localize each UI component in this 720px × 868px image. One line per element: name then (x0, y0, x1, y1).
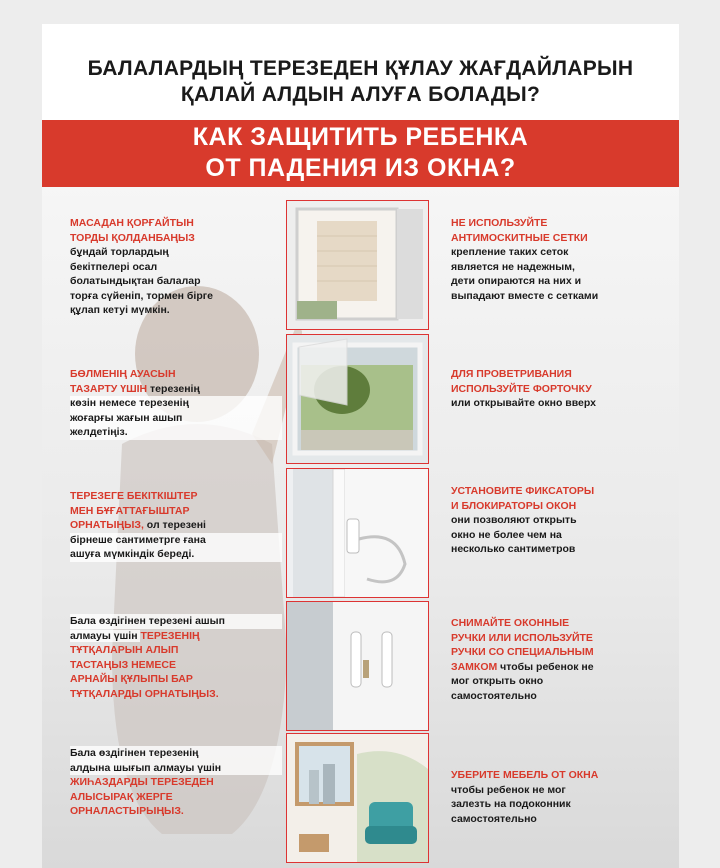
tip-2-kk-line-1: терезенің (147, 382, 200, 395)
tip-2-ru-line-1: или открывайте окно вверх (451, 397, 597, 409)
tip-5-ru-heading-line-1: УБЕРИТЕ МЕБЕЛЬ ОТ ОКНА (451, 769, 599, 781)
tip-4-kk-heading-line-5: ТҰТҚАЛАРДЫ ОРНАТЫҢЫЗ. (70, 687, 219, 700)
tip-5-ru-line-2: залезть на подоконник (451, 798, 571, 810)
tip-1-kk-line-2: бекітпелері осал (70, 260, 158, 273)
tip-3-kk-line-1: ол терезені (143, 519, 206, 531)
tip-3-photo-window-lock (286, 468, 429, 598)
tip-3-ru-heading-line-2: И БЛОКИРАТОРЫ ОКОН (451, 499, 577, 512)
banner-line-1: КАК ЗАЩИТИТЬ РЕБЕНКА (192, 123, 529, 151)
tip-4-ru-line-1-row (451, 660, 673, 675)
tip-5-ru-line-3: самостоятельно (451, 812, 537, 825)
tip-4-kazakh (70, 614, 282, 701)
tip-2-kk-heading-line-2-row (70, 382, 282, 397)
tip-2-russian (451, 367, 673, 411)
tip-2-ru-heading-line-1: ДЛЯ ПРОВЕТРИВАНИЯ (451, 368, 572, 380)
tip-3-kk-line-2: бірнеше сантиметрге ғана (70, 533, 282, 548)
tip-4-kk-heading-line-3: ТАСТАҢЫЗ НЕМЕСЕ (70, 658, 177, 671)
tip-4-kk-line-2-row (70, 629, 282, 644)
tip-3-ru-heading-line-1: УСТАНОВИТЕ ФИКСАТОРЫ (451, 485, 595, 497)
banner-line-2: ОТ ПАДЕНИЯ ИЗ ОКНА? (205, 154, 516, 182)
tip-4-ru-heading-line-1: СНИМАЙТЕ ОКОННЫЕ (451, 617, 570, 629)
poster (42, 24, 679, 868)
tip-5-kazakh (70, 746, 282, 819)
tip-1-ru-line-1: крепление таких сеток (451, 246, 569, 258)
tip-1-kk-heading-line-1: МАСАДАН ҚОРҒАЙТЫН (70, 217, 194, 229)
tip-1-ru-line-3: дети опираются на них и (451, 275, 582, 287)
tip-5-kk-heading-line-3: ОРНАЛАСТЫРЫҢЫЗ. (70, 805, 184, 817)
tip-2-kk-line-4: желдетіңіз. (70, 425, 282, 440)
page-title-kazakh (42, 56, 679, 108)
tip-4-ru-line-1: чтобы ребенок не (497, 660, 594, 673)
tip-1-kk-line-4: торға сүйеніп, тормен бірге (70, 289, 213, 302)
tip-1-ru-line-2: является не надежным, (451, 260, 575, 273)
tip-4-ru-heading-line-4: ЗАМКОМ (451, 660, 498, 673)
tip-2-kk-line-3: жоғарғы жағын ашып (70, 411, 282, 426)
tip-1-kk-heading-line-2: ТОРДЫ ҚОЛДАНБАҢЫЗ (70, 231, 195, 244)
tip-2-kk-heading-line-1: БӨЛМЕНІҢ АУАСЫН (70, 368, 176, 380)
tip-4-kk-line-2: алмауы үшін (70, 629, 141, 642)
tip-3-kazakh (70, 489, 282, 562)
tip-3-kk-heading-line-2: МЕН БҰҒАТТАҒЫШТАР (70, 504, 190, 517)
tip-1-kk-line-1: бұндай торлардың (70, 246, 169, 258)
tip-4-ru-line-2: мог открыть окно (451, 675, 544, 687)
tip-5-kk-heading-line-1: ЖИҺАЗДАРДЫ ТЕРЕЗЕДЕН (70, 776, 214, 788)
tip-3-kk-heading-line-3: ОРНАТЫҢЫЗ, (70, 519, 144, 531)
tip-3-ru-line-2: окно не более чем на (451, 528, 562, 541)
tip-5-kk-heading-line-2: АЛЫСЫРАҚ ЖЕРГЕ (70, 790, 173, 803)
tip-5-russian (451, 768, 673, 826)
tip-5-photo-armchair (286, 733, 429, 863)
tip-4-kk-heading-line-1: ТЕРЕЗЕНІҢ (140, 629, 200, 642)
tip-4-russian (451, 616, 673, 703)
tip-5-ru-line-1: чтобы ребенок не мог (451, 783, 566, 796)
banner-title-russian (42, 122, 679, 184)
tip-4-kk-heading-line-2: ТҰТҚАЛАРЫН АЛЫП (70, 644, 179, 656)
tip-1-kazakh (70, 216, 282, 318)
tip-5-kk-line-1: Бала өздігінен терезенің (70, 746, 282, 761)
tip-3-kk-line-3: ашуға мүмкіндік береді. (70, 547, 282, 562)
tip-2-kazakh (70, 367, 282, 440)
title-kk-line-2: ҚАЛАЙ АЛДЫН АЛУҒА БОЛАДЫ? (180, 83, 541, 106)
tip-4-ru-heading-line-3: РУЧКИ СО СПЕЦИАЛЬНЫМ (451, 646, 594, 658)
red-banner (42, 120, 679, 187)
tip-3-kk-heading-line-3-row (70, 518, 282, 533)
tip-2-photo-tilted-window (286, 334, 429, 464)
tip-1-kk-line-5: құлап кетуі мүмкін. (70, 304, 170, 316)
tip-3-ru-line-1: они позволяют открыть (451, 514, 577, 526)
tip-3-ru-line-3: несколько сантиметров (451, 543, 576, 555)
title-kk-line-1: БАЛАЛАРДЫҢ ТЕРЕЗЕДЕН ҚҰЛАУ ЖАҒДАЙЛАРЫН (87, 57, 634, 80)
tip-2-kk-line-2: көзін немесе терезенің (70, 396, 282, 411)
tip-4-ru-line-3: самостоятельно (451, 689, 537, 702)
tip-3-russian (451, 484, 673, 557)
tip-1-ru-line-4: выпадают вместе с сетками (451, 289, 599, 302)
tip-1-photo-mosquito-net (286, 200, 429, 330)
tip-1-ru-heading-line-1: НЕ ИСПОЛЬЗУЙТЕ (451, 217, 548, 229)
tip-5-kk-line-2: алдына шығып алмауы үшін (70, 761, 282, 776)
tip-4-kk-line-1: Бала өздігінен терезені ашып (70, 614, 282, 629)
tip-4-kk-heading-line-4: АРНАЙЫ ҚҰЛЫПЫ БАР (70, 673, 193, 685)
tip-1-russian (451, 216, 673, 303)
tip-3-kk-heading-line-1: ТЕРЕЗЕГЕ БЕКІТКІШТЕР (70, 490, 198, 502)
tip-1-kk-line-3: болатындықтан балалар (70, 275, 201, 287)
tip-2-ru-heading-line-2: ИСПОЛЬЗУЙТЕ ФОРТОЧКУ (451, 382, 592, 395)
tip-4-ru-heading-line-2: РУЧКИ ИЛИ ИСПОЛЬЗУЙТЕ (451, 631, 593, 644)
tip-1-ru-heading-line-2: АНТИМОСКИТНЫЕ СЕТКИ (451, 231, 588, 244)
tip-4-photo-window-handles (286, 601, 429, 731)
tip-2-kk-heading-line-2: ТАЗАРТУ ҮШІН (70, 382, 148, 395)
